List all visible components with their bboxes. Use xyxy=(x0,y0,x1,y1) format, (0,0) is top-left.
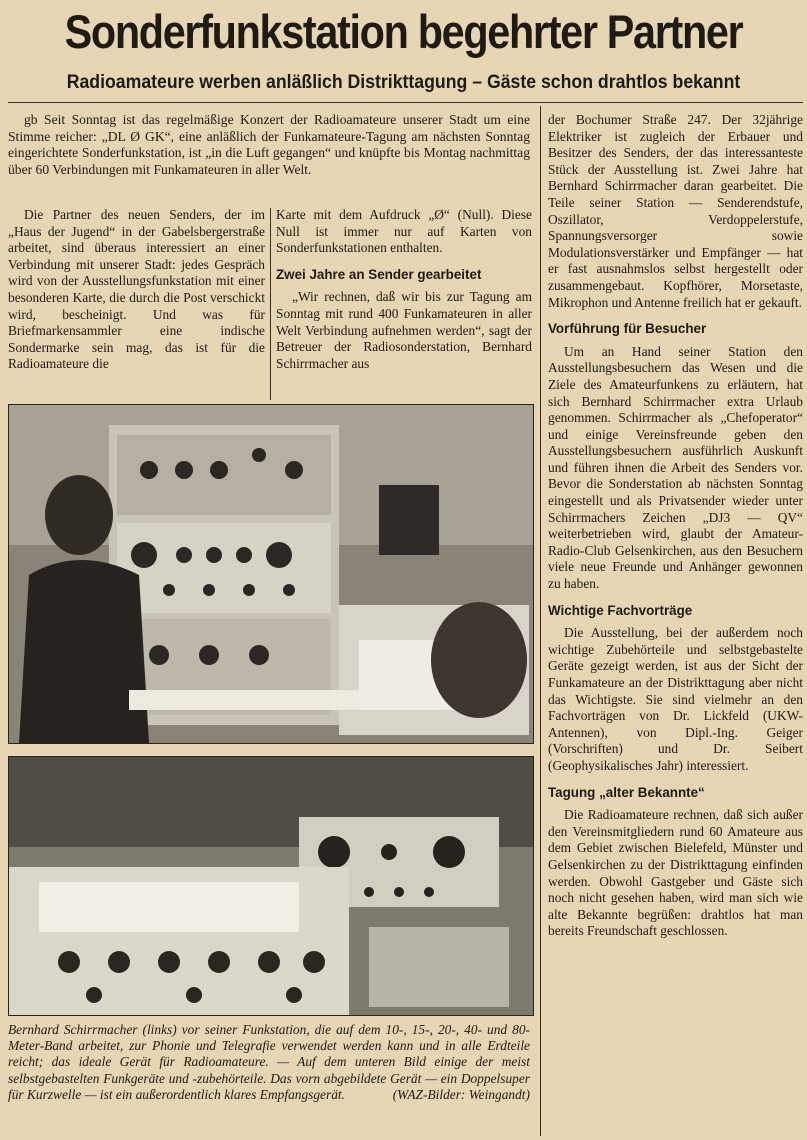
column-b xyxy=(276,207,532,402)
column-c-text-1: der Bochumer Straße 247. Der 32jährige Elektriker ist zugleich der Erbauer und Besitzer des Senders, der das interessanteste Stück der Ausstellung ist. Zwei Jahre hat Bernhard Schirrmacher daran gearbeitet. Die Teile seiner Station — Senderendstufe, Oszillator, Verdoppelerstufe, Spannungsversorger sowie Modulationsverstärker und Empfänger — hat er fast ausnahmslos selbst hergestellt oder zusammengebaut. Kopfhörer, Morsetaste, Mikrophon und Antenne freilich hat er gekauft. xyxy=(548,112,803,310)
subheading-zwei-jahre: Zwei Jahre an Sender gearbeitet xyxy=(276,266,482,282)
column-rule-middle xyxy=(270,208,271,400)
subheadline: Radioamateure werben anläßlich Distrikttagung – Gäste schon drahtlos bekannt xyxy=(66,72,741,93)
column-c xyxy=(548,112,803,1137)
column-b-text-2: „Wir rechnen, daß wir bis zur Tagung am Sonntag mit rund 400 Funkamateuren in aller Welt Verbindung aufnehmen werden“, sagt der Betreuer der Radiosonderstation, Bernhard Schirrmacher aus xyxy=(276,289,532,371)
subheading-vorfuehrung: Vorführung für Besucher xyxy=(548,321,707,337)
intro-paragraph xyxy=(8,112,530,178)
headline: Sonderfunkstation begehrter Partner xyxy=(64,5,743,58)
subheading-alter-bekannte: Tagung „alter Bekannte“ xyxy=(548,784,705,800)
intro-text: gb Seit Sonntag ist das regelmäßige Konzert der Radioamateure unserer Stadt um eine Stimme reicher: „DL Ø GK“, eine anläßlich der Funkamateure-Tagung am nächsten Sonntag eingerichtete Sonderfunkstation, ist „in die Luft gegangen“ und knüpfte bis Montag nachmittag über 60 Verbindungen mit Funkamateuren in aller Welt. xyxy=(8,112,530,177)
column-a-text: Die Partner des neuen Senders, der im „Haus der Jugend“ in der Gabelsbergerstraße arbeitet, sind überaus interessiert an einer Verbindung mit unserer Stadt: jedes Gespräch wird von der Ausstellungsfunkstation mit einer besonderen Karte, die durch die Post verschickt wird, bescheinigt. Und was für Briefmarkensammler eine indische Sondermarke sein mag, das ist für die Radioamateure die xyxy=(8,207,265,372)
column-a xyxy=(8,207,265,402)
photo-equipment xyxy=(8,756,534,1016)
column-c-text-3: Die Ausstellung, bei der außerdem noch wichtige Zubehörteile und selbstgebastelte Geräte gezeigt werden, ist aus der Sicht der Funkamateure an der Distrikttagung aber nicht das Wichtigste. Sie sind vielmehr an den Fachvorträgen von Dr. Lickfeld (UKW-Antennen), von Dipl.-Ing. Geiger (Vorschriften) und Dr. Seibert (Geophysikalisches Jahr) interessiert. xyxy=(548,625,803,773)
column-b-text-1: Karte mit dem Aufdruck „Ø“ (Null). Diese Null ist immer nur auf Karten von Sonderfunkstationen enthalten. xyxy=(276,207,532,256)
caption-text: Bernhard Schirrmacher (links) vor seiner Funkstation, die auf dem 10-, 15-, 20-, 40- und 80-Meter-Band arbeitet, zur Phonie und Telegrafie verwendet werden kann und in alle Erdteile reicht; das ideale Gerät für Radioamateure. — Auf dem unteren Bild einige der meist selbstgebastelten Funkgeräte und -zubehörteile. Das vorn abgebildete Gerät — ein Doppelsuper für Kurzwelle — ist ein außerordentlich klares Empfangsgerät. xyxy=(8,1022,530,1102)
header-rule xyxy=(8,102,803,103)
photo-credit: (WAZ-Bilder: Weingandt) xyxy=(392,1086,530,1102)
column-c-text-2: Um an Hand seiner Station den Ausstellungsbesuchern das Wesen und die Ziele des Amateurfunkens zu erläutern, hat sich Bernhard Schirrmacher extra Urlaub genommen. Schirrmacher als „Chefoperator“ und einige Vereinsfreunde geben den Ausstellungsbesuchern ausführlich Auskunft und führen ihnen die Arbeit des Senders vor. Bevor die Sonderstation ab nächsten Sonntag eingestellt und als Privatsender wieder unter Schirrmachers Zeichen „DJ3 — QV“ weiterbetrieben wird, glaubt der Amateur-Radio-Club Gelsenkirchen, aus den Besuchern viele neue Freunde und Anhänger gewonnen zu haben. xyxy=(548,343,803,592)
photo-caption xyxy=(8,1022,530,1103)
column-c-text-4: Die Radioamateure rechnen, daß sich außer den Vereinsmitgliedern rund 60 Amateure aus dem Gebiet zwischen Bielefeld, Münster und Gelsenkirchen zu der Distrikttagung einfinden werden. Obwohl Gastgeber und Gäste sich noch nicht gesehen haben, wird man sich wie alte Bekannte begrüßen: drahtlos hat man bereits Freundschaft geschlossen. xyxy=(548,807,803,939)
column-rule-right xyxy=(540,106,541,1136)
subheading-fachvortraege: Wichtige Fachvorträge xyxy=(548,602,693,618)
photo-operator-station xyxy=(8,404,534,744)
